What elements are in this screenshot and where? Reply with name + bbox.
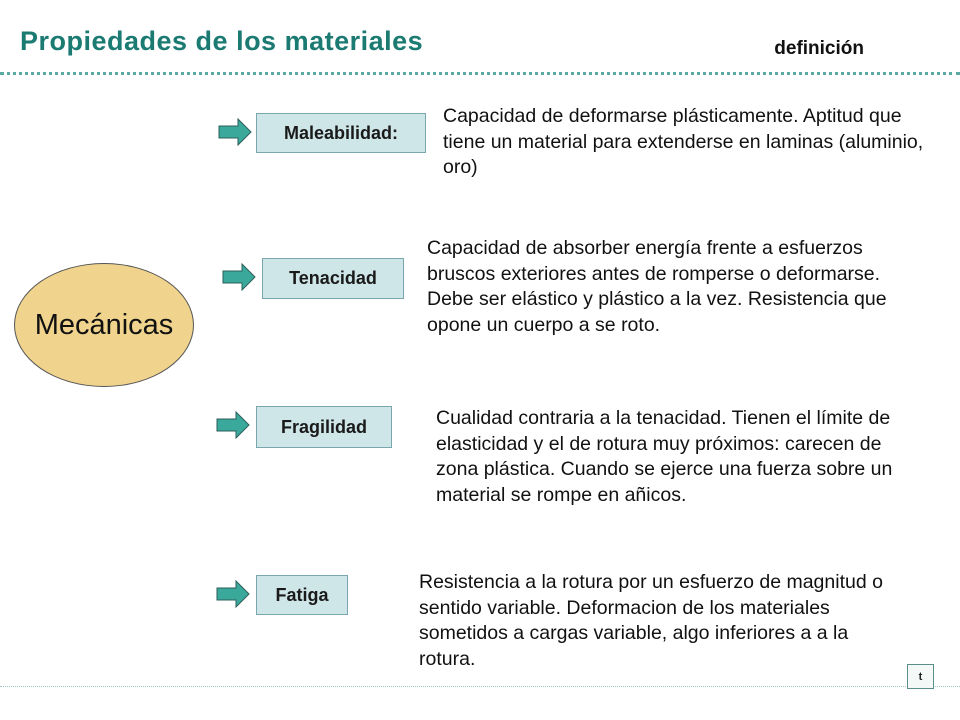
title-divider bbox=[0, 72, 960, 75]
property-label-fragilidad: Fragilidad bbox=[256, 406, 392, 448]
property-label-maleabilidad: Maleabilidad: bbox=[256, 113, 426, 153]
arrow-right-icon bbox=[216, 580, 250, 608]
property-description-tenacidad: Capacidad de absorber energía frente a esfuerzos bruscos exteriores antes de romperse o deformarse. Debe ser elástico y plástico a la vez. Resistencia que opone un cuerpo a se roto. bbox=[427, 237, 887, 336]
arrow-right-icon bbox=[216, 411, 250, 439]
arrow-right-icon bbox=[218, 118, 252, 146]
corner-badge-label: t bbox=[918, 670, 923, 683]
page-subtitle: definición bbox=[774, 38, 864, 59]
property-description-fatiga: Resistencia a la rotura por un esfuerzo de magnitud o sentido variable. Deformacion de los materiales sometidos a cargas variable, algo inferiores a a la rotura. bbox=[419, 571, 883, 670]
footer-divider bbox=[0, 686, 960, 687]
category-oval bbox=[14, 263, 194, 387]
property-description-maleabilidad: Capacidad de deformarse plásticamente. Aptitud que tiene un material para extenderse en laminas (aluminio, oro) bbox=[443, 105, 924, 178]
property-label-fatiga: Fatiga bbox=[256, 575, 348, 615]
property-description-fragilidad: Cualidad contraria a la tenacidad. Tienen el límite de elasticidad y el de rotura muy próximos: carecen de zona plástica. Cuando se ejerce una fuerza sobre un material se rompe en añicos. bbox=[436, 407, 893, 506]
page-title: Propiedades de los materiales bbox=[20, 26, 424, 56]
slide-corner-badge bbox=[907, 664, 934, 689]
arrow-right-icon bbox=[222, 263, 256, 291]
category-label: Mecánicas bbox=[34, 308, 174, 341]
property-label-tenacidad: Tenacidad bbox=[262, 258, 404, 299]
